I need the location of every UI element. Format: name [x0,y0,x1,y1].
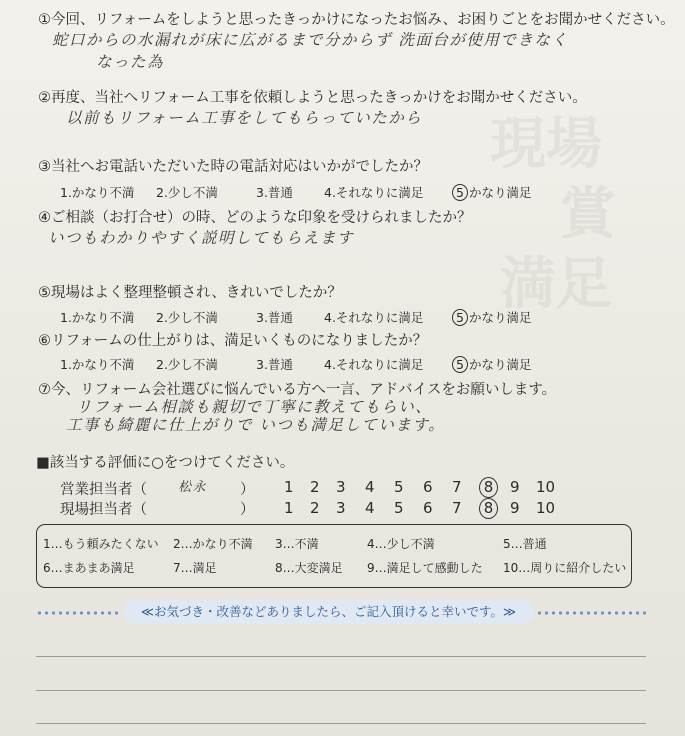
option-1[interactable]: 1.かなり不満 [60,310,135,325]
legend-item: 5…普通 [503,537,547,551]
legend-item: 3…不満 [275,537,319,551]
answer-7-line-2: 工事も綺麗に仕上がりで いつも満足しています。 [66,416,446,434]
option-2[interactable]: 2.少し不満 [156,357,218,372]
rating-row-label: 現場担当者（ [60,502,147,518]
rating-row-close: ） [240,502,255,518]
score-8-selected[interactable]: 8 [479,477,498,498]
score-4[interactable]: 4 [365,478,375,496]
score-9[interactable]: 9 [510,499,520,517]
selection-circle: 5 [452,309,468,326]
legend-item: 10…周りに紹介したい [503,561,627,575]
score-3[interactable]: 3 [336,478,346,496]
option-3[interactable]: 3.普通 [256,357,293,372]
comment-line[interactable] [36,723,646,724]
answer-7-line-1: リフォーム相談も親切で丁寧に教えてもらい、 [76,398,433,416]
score-10[interactable]: 10 [536,499,556,517]
rating-row-label: 営業担当者（ [60,482,147,498]
score-8-selected[interactable]: 8 [479,498,498,519]
option-2[interactable]: 2.少し不満 [156,310,218,325]
score-6[interactable]: 6 [423,478,433,496]
score-4[interactable]: 4 [365,499,375,517]
score-9[interactable]: 9 [510,478,520,496]
option-3[interactable]: 3.普通 [256,310,293,325]
question-4: ④ご相談（お打合せ）の時、どのような印象を受けられましたか？ [38,210,472,226]
score-2[interactable]: 2 [310,478,320,496]
question-3: ③当社へお電話いただいた時の電話対応はいかがでしたか？ [38,159,428,175]
score-3[interactable]: 3 [336,499,346,517]
rating-heading: ■該当する評価に○をつけてください。 [36,455,295,471]
option-5-selected[interactable] [452,308,531,326]
score-7[interactable]: 7 [452,499,462,517]
score-1[interactable]: 1 [284,499,294,517]
score-6[interactable]: 6 [423,499,433,517]
selection-circle: 5 [452,184,468,201]
question-5: ⑤現場はよく整理整頓され、きれいでしたか？ [38,285,342,301]
answer-4-line-1: いつもわかりやすく説明してもらえます [48,229,355,247]
option-5-label: かなり満足 [468,357,532,372]
dotted-decoration-left [36,611,122,615]
option-1[interactable]: 1.かなり不満 [60,357,135,372]
selection-circle: 5 [452,356,468,373]
option-4[interactable]: 4.それなりに満足 [324,185,424,200]
comment-line[interactable] [36,690,646,691]
rating-row-close: ） [240,482,255,498]
legend-item: 2…かなり不満 [173,537,253,551]
score-2[interactable]: 2 [310,499,320,517]
rating-legend [36,524,632,588]
background-watermark: 現場 [490,111,602,177]
answer-2-line-1: 以前もリフォーム工事をしてもらっていたから [66,109,423,127]
option-1[interactable]: 1.かなり不満 [60,185,135,200]
answer-1-line-1: 蛇口からの水漏れが床に広がるまで分からず 洗面台が使用できなく [52,31,569,49]
staff-name: 松永 [178,480,208,495]
dotted-decoration-right [536,611,646,615]
background-watermark: 満足 [500,251,612,317]
option-3[interactable]: 3.普通 [256,185,293,200]
comment-banner: ≪お気づき・改善などありましたら、ご記入頂けると幸いです。≫ [123,600,534,624]
score-10[interactable]: 10 [536,478,556,496]
option-5-label: かなり満足 [468,310,532,325]
score-7[interactable]: 7 [452,478,462,496]
background-watermark: 賞 [560,181,616,247]
question-1: ①今回、リフォームをしようと思ったきっかけになったお悩み、お困りごとをお聞かせください。 [38,12,675,28]
option-5-label: かなり満足 [468,185,532,200]
option-5-selected[interactable] [452,355,531,373]
score-1[interactable]: 1 [284,478,294,496]
legend-item: 4…少し不満 [367,537,435,551]
question-7: ⑦今、リフォーム会社選びに悩んでいる方へ一言、アドバイスをお願いします。 [38,382,557,398]
score-5[interactable]: 5 [394,499,404,517]
legend-item: 6…まあまあ満足 [43,561,135,575]
score-5[interactable]: 5 [394,478,404,496]
option-4[interactable]: 4.それなりに満足 [324,357,424,372]
question-2: ②再度、当社へリフォーム工事を依頼しようと思ったきっかけをお聞かせください。 [38,90,587,106]
legend-item: 8…大変満足 [275,561,343,575]
comment-line[interactable] [36,656,646,657]
legend-item: 9…満足して感動した [367,561,483,575]
legend-item: 7…満足 [173,561,217,575]
option-4[interactable]: 4.それなりに満足 [324,310,424,325]
option-5-selected[interactable] [452,183,531,201]
legend-item: 1…もう頼みたくない [43,537,159,551]
option-2[interactable]: 2.少し不満 [156,185,218,200]
answer-1-line-2: なった為 [96,53,165,71]
question-6: ⑥リフォームの仕上がりは、満足いくものになりましたか？ [38,333,428,349]
